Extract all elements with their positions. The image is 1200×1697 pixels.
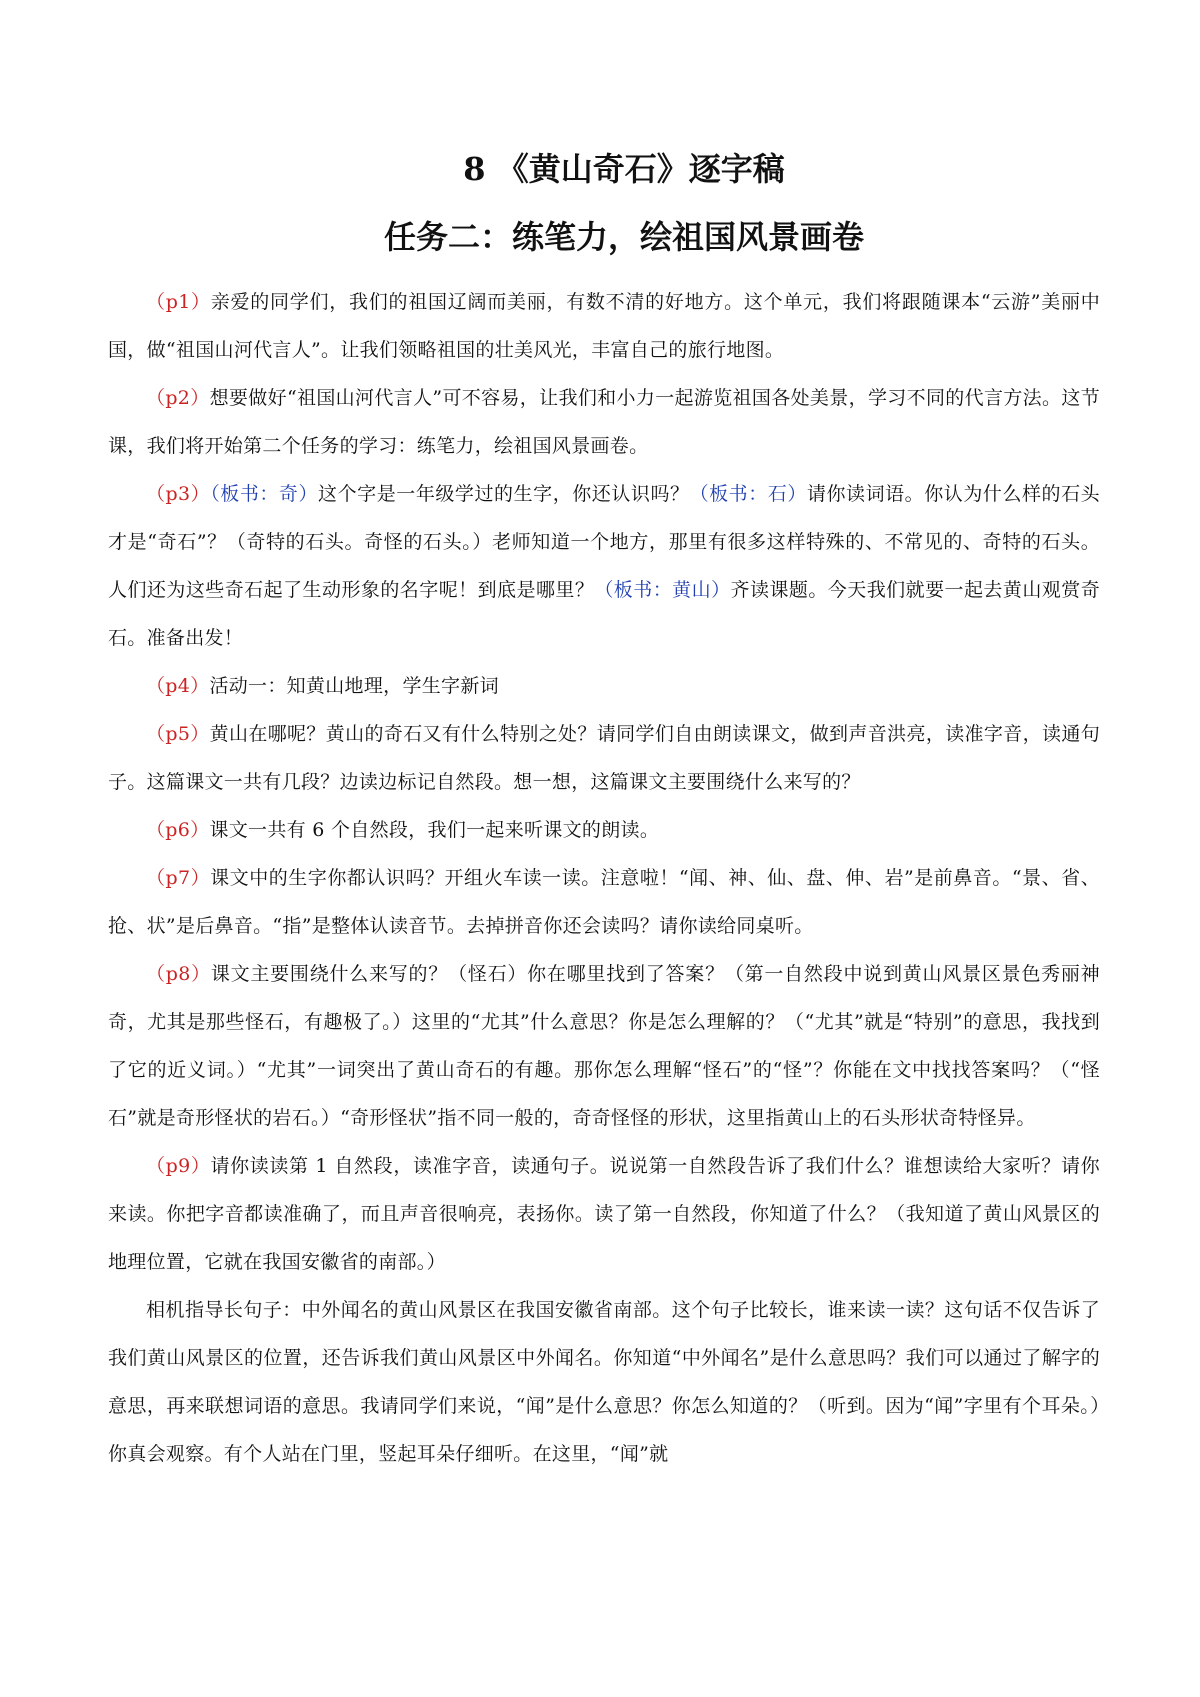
paragraph-p6: [108, 806, 1100, 854]
paragraph-text: 这个字是一年级学过的生字，你还认识吗？: [318, 483, 690, 505]
paragraph-tag: （p5）: [146, 723, 210, 745]
paragraph-p4: [108, 662, 1100, 710]
paragraph-tag: （p1）: [146, 291, 211, 313]
paragraph-tag: （p6）: [146, 819, 210, 841]
board-note: （板书：黄山）: [594, 579, 731, 601]
paragraph-tag: （p8）: [146, 963, 211, 985]
paragraph-text: 想要做好“祖国山河代言人”可不容易，让我们和小力一起游览祖国各处美景，学习不同的代言方法。这节课，我们将开始第二个任务的学习：练笔力，绘祖国风景画卷。: [108, 387, 1100, 457]
paragraph-p2: [108, 374, 1100, 470]
board-note: （板书：奇）: [210, 483, 319, 505]
board-note: （板书：石）: [689, 483, 807, 505]
paragraph-p8: [108, 950, 1100, 1142]
paragraph-tag: （p2）: [146, 387, 210, 409]
paragraph-tag: （p3）: [146, 483, 211, 505]
paragraph-text: 亲爱的同学们，我们的祖国辽阔而美丽，有数不清的好地方。这个单元，我们将跟随课本“云游”美丽中国，做“祖国山河代言人”。让我们领略祖国的壮美风光，丰富自己的旅行地图。: [108, 291, 1101, 361]
paragraph-text: 黄山在哪呢？黄山的奇石又有什么特别之处？请同学们自由朗读课文，做到声音洪亮，读准字音，读通句子。这篇课文一共有几段？边读边标记自然段。想一想，这篇课文主要围绕什么来写的？: [108, 723, 1100, 793]
document-title: 8 《黄山奇石》逐字稿: [463, 150, 785, 188]
paragraph-p5: [108, 710, 1100, 806]
paragraph-p3: [108, 470, 1100, 662]
paragraph-text: 课文主要围绕什么来写的？（怪石）你在哪里找到了答案？（第一自然段中说到黄山风景区景色秀丽神奇，尤其是那些怪石，有趣极了。）这里的“尤其”什么意思？你是怎么理解的？（“尤其”就是“特别”的意思，我找到了它的近义词。）“尤其”一词突出了黄山奇石的有趣。那你怎么理解“怪石”的“怪”？你能在文中找找答案吗？（“怪石”就是奇形怪状的岩石。）“奇形怪状”指不同一般的，奇奇怪怪的形状，这里指黄山上的石头形状奇特怪异。: [108, 963, 1100, 1129]
paragraph-text: 活动一：知黄山地理，学生字新词: [209, 675, 499, 697]
paragraph-text: 课文一共有 6 个自然段，我们一起来听课文的朗读。: [209, 819, 660, 841]
document-subtitle: 任务二：练笔力，绘祖国风景画卷: [383, 218, 864, 256]
paragraph-tag: （p9）: [146, 1155, 211, 1177]
paragraph-p9: [108, 1142, 1100, 1286]
paragraph-guidance: [108, 1286, 1100, 1478]
paragraph-tag: （p4）: [146, 675, 210, 697]
paragraph-tag: （p7）: [146, 867, 211, 889]
paragraph-p7: [108, 854, 1100, 950]
paragraph-text: 齐读课题。今天我们就要一起去黄山观赏奇石。准备出发！: [108, 579, 1100, 649]
paragraph-text: 课文中的生字你都认识吗？开组火车读一读。注意啦！“闻、神、仙、盘、伸、岩”是前鼻音。“景、省、抢、状”是后鼻音。“指”是整体认读音节。去掉拼音你还会读吗？请你读给同桌听。: [108, 867, 1101, 937]
paragraph-text: 请你读读第 1 自然段，读准字音，读通句子。说说第一自然段告诉了我们什么？谁想读给大家听？请你来读。你把字音都读准确了，而且声音很响亮，表扬你。读了第一自然段，你知道了什么？（我知道了黄山风景区的地理位置，它就在我国安徽省的南部。）: [108, 1155, 1100, 1273]
paragraph-text: 相机指导长句子：中外闻名的黄山风景区在我国安徽省南部。这个句子比较长，谁来读一读？这句话不仅告诉了我们黄山风景区的位置，还告诉我们黄山风景区中外闻名。你知道“中外闻名”是什么意思吗？我们可以通过了解字的意思，再来联想词语的意思。我请同学们来说，“闻”是什么意思？你怎么知道的？（听到。因为“闻”字里有个耳朵。）你真会观察。有个人站在门里，竖起耳朵仔细听。在这里，“闻”就: [108, 1299, 1100, 1465]
document-page: [108, 150, 1100, 1478]
paragraph-p1: [108, 278, 1100, 374]
paragraph-text: 请你读词语。你认为什么样的石头才是“奇石”？（奇特的石头。奇怪的石头。）老师知道一个地方，那里有很多这样特殊的、不常见的、奇特的石头。人们还为这些奇石起了生动形象的名字呢！到底是哪里？: [108, 483, 1100, 601]
